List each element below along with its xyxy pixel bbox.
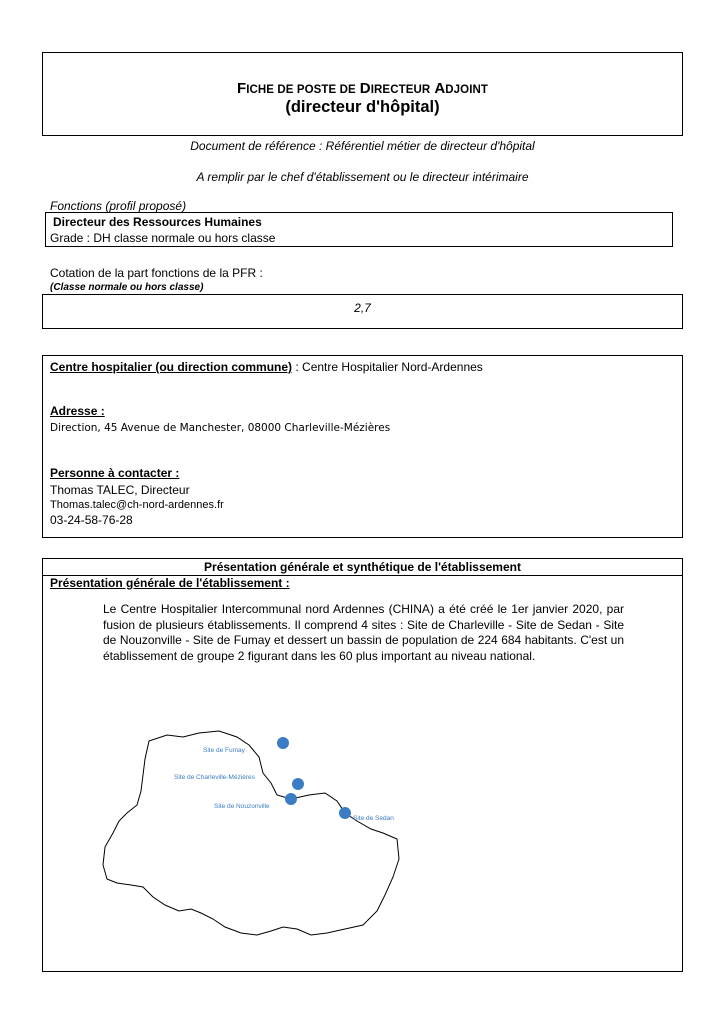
title-initial-f: F — [236, 80, 247, 97]
title-part-adjoint: DJOINT — [445, 84, 489, 96]
site-nouzonville-marker — [285, 793, 297, 805]
contact-phone: 03-24-58-76-28 — [50, 513, 133, 527]
site-charleville-marker — [292, 778, 304, 790]
adresse-label: Adresse : — [50, 404, 105, 418]
presentation-box — [42, 558, 683, 972]
site-nouzonville-label: Site de Nouzonville — [214, 803, 270, 810]
title-initial-d: D — [359, 80, 371, 97]
reference-document: Document de référence : Référentiel métier de directeur d'hôpital — [190, 139, 535, 153]
document-title — [43, 80, 682, 97]
site-sedan-marker — [339, 807, 351, 819]
title-initial-a: A — [434, 80, 446, 97]
document-subtitle: (directeur d'hôpital) — [285, 98, 440, 116]
centre-separator: : — [292, 360, 303, 374]
presentation-paragraph: Le Centre Hospitalier Intercommunal nord Ardennes (CHINA) a été créé le 1er janvier 2020, par fusion de plusieurs établissements. Il comprend 4 sites : Site de Charleville - Site de Sedan - Site de Nouzonville - Site de Fumay et dessert un bassin de population de 224 684 habitants. C'est un établissement de groupe 2 figurant dans les 60 plus important au niveau national. — [103, 602, 624, 663]
centre-value: Centre Hospitalier Nord-Ardennes — [302, 360, 483, 374]
site-fumay-marker — [277, 737, 289, 749]
fonctions-grade: Grade : DH classe normale ou hors classe — [50, 231, 276, 245]
title-box — [42, 52, 683, 136]
ardennes-map — [101, 729, 401, 939]
map-outline — [103, 731, 399, 935]
title-part-fiche: ICHE DE POSTE DE — [246, 84, 356, 96]
presentation-sub-label: Présentation générale de l'établissement : — [50, 576, 290, 590]
title-part-directeur: IRECTEUR — [370, 84, 431, 96]
site-sedan-label: Site de Sedan — [353, 815, 394, 822]
site-fumay-label: Site de Fumay — [203, 747, 245, 754]
cotation-label: Cotation de la part fonctions de la PFR : — [50, 266, 263, 280]
adresse-value: Direction, 45 Avenue de Manchester, 08000 Charleville-Mézières — [50, 422, 391, 434]
cotation-sublabel: (Classe normale ou hors classe) — [50, 282, 204, 293]
presentation-header: Présentation générale et synthétique de l'établissement — [43, 559, 682, 576]
fill-instruction: A remplir par le chef d'établissement ou le directeur intérimaire — [196, 170, 529, 184]
contact-name: Thomas TALEC, Directeur — [50, 483, 190, 497]
cotation-value: 2,7 — [354, 301, 371, 315]
cotation-box — [42, 294, 683, 329]
site-charleville-label: Site de Charleville-Mézières — [174, 774, 255, 781]
contact-email: Thomas.talec@ch-nord-ardennes.fr — [50, 499, 224, 511]
fonctions-box — [45, 212, 673, 247]
centre-line — [50, 360, 483, 374]
fonctions-label: Fonctions (profil proposé) — [50, 199, 187, 213]
fonctions-title: Directeur des Ressources Humaines — [53, 215, 262, 229]
contact-label: Personne à contacter : — [50, 466, 180, 480]
centre-label: Centre hospitalier (ou direction commune) — [50, 360, 293, 374]
centre-box — [42, 355, 683, 538]
